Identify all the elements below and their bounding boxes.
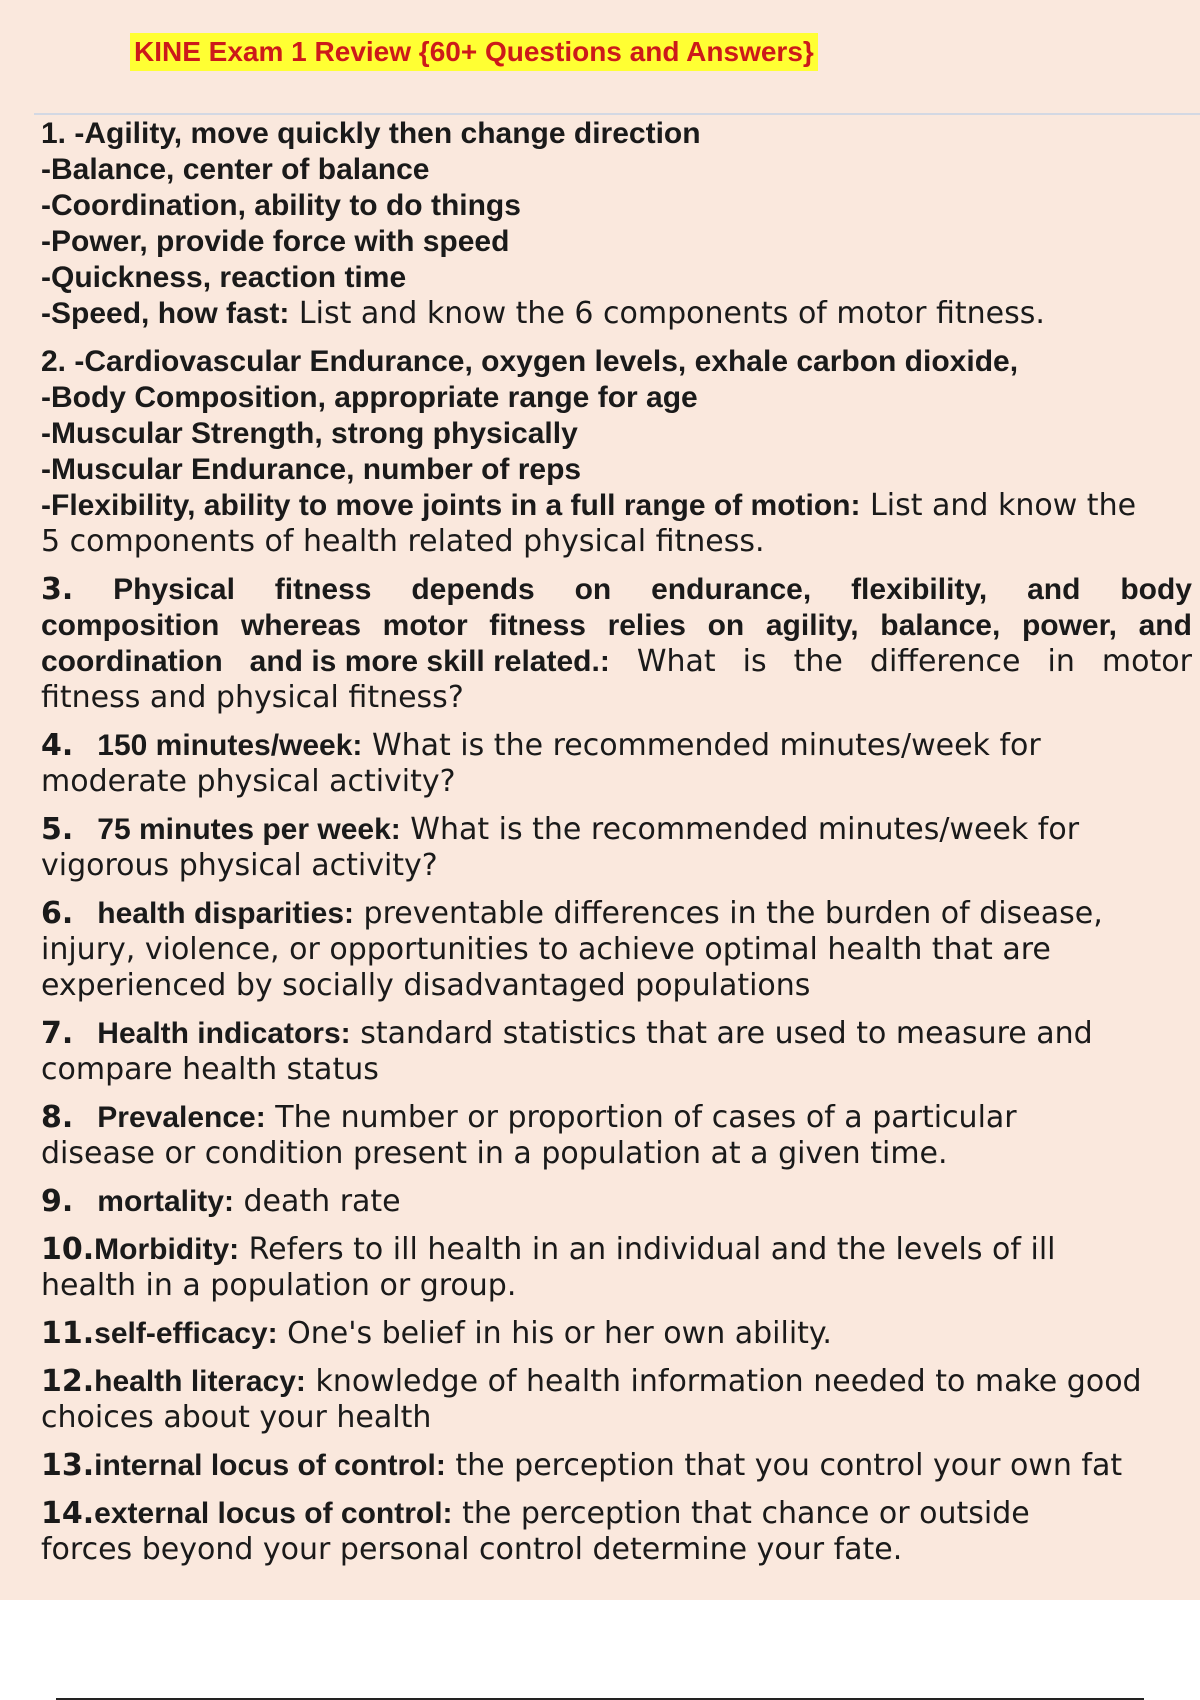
question-term: external locus of control: [94, 1497, 453, 1530]
question-line [41, 1232, 1200, 1268]
question-answer-continued: injury, violence, or opportunities to achieve optimal health that are [41, 932, 1051, 967]
question-answer-continued: moderate physical activity? [41, 764, 456, 799]
question-line [41, 1184, 1200, 1220]
question-answer: standard statistics that are used to measure and [350, 1016, 1093, 1051]
term-word: balance, [880, 609, 1001, 642]
question-term-line: -Muscular Strength, strong physically [41, 417, 578, 450]
justified-line-3 [41, 644, 1192, 680]
answer-word: What [636, 644, 716, 679]
question-term: health literacy: [94, 1365, 306, 1398]
question-answer: death rate [233, 1184, 401, 1219]
qa-item-10 [41, 1232, 1200, 1304]
item-number: 10. [41, 1232, 95, 1267]
question-answer: List and know the 6 components of motor fitness. [289, 296, 1045, 331]
question-line [41, 896, 1200, 932]
qa-item-3 [41, 572, 1192, 716]
question-term: -Speed, how fast: [41, 297, 290, 330]
question-answer: What is the recommended minutes/week for [362, 728, 1041, 763]
term-word: and [1138, 609, 1192, 642]
question-term-line: -Body Composition, appropriate range for age [41, 381, 698, 414]
question-term: -Flexibility, ability to move joints in a full range of motion: [41, 489, 861, 522]
item-number: 14. [41, 1496, 95, 1531]
item-number: 13. [41, 1448, 95, 1483]
question-answer-continued: health in a population or group. [41, 1268, 517, 1303]
justified-line-1 [41, 572, 1192, 608]
question-term-line: -Muscular Endurance, number of reps [41, 453, 582, 486]
term-word: fitness [274, 573, 372, 606]
item-number: 4. [41, 728, 74, 763]
term-word: endurance, [651, 573, 812, 606]
question-answer: the perception that you control your own fat [445, 1448, 1123, 1483]
question-final-line [41, 296, 1200, 332]
question-term-line: 2. -Cardiovascular Endurance, oxygen levels, exhale carbon dioxide, [41, 345, 1019, 378]
question-term-line: -Coordination, ability to do things [41, 189, 521, 222]
term-word: composition [41, 609, 220, 642]
item-number: 6. [41, 896, 74, 931]
question-line [41, 1316, 1200, 1352]
item-number: 11. [41, 1316, 95, 1351]
qa-item-9 [41, 1184, 1200, 1220]
term-word: and is more skill related.: [249, 645, 610, 678]
question-term: 150 minutes/week: [97, 729, 363, 762]
qa-item-5 [41, 812, 1200, 884]
question-term: Prevalence: [97, 1101, 266, 1134]
term-word: flexibility, [851, 573, 988, 606]
item-number: 3. [41, 572, 74, 607]
question-term: Health indicators: [97, 1017, 351, 1050]
question-answer-continued: vigorous physical activity? [41, 848, 438, 883]
term-word: body [1120, 573, 1192, 606]
term-word: motor [382, 609, 468, 642]
question-term: 75 minutes per week: [97, 813, 401, 846]
question-answer-continued: experienced by socially disadvantaged populations [41, 968, 811, 1003]
question-term-line: -Balance, center of balance [41, 153, 430, 186]
question-term-line: -Quickness, reaction time [41, 261, 407, 294]
term-word: depends [411, 573, 535, 606]
term-word: and [1027, 573, 1081, 606]
question-line [41, 728, 1200, 764]
qa-item-13 [41, 1448, 1200, 1484]
document-title: KINE Exam 1 Review {60+ Questions and Answers} [130, 33, 818, 71]
item-number: 5. [41, 812, 74, 847]
question-answer: knowledge of health information needed to make good [305, 1364, 1142, 1399]
qa-item-11 [41, 1316, 1200, 1352]
question-answer-continued: compare health status [41, 1052, 379, 1087]
question-answer: preventable differences in the burden of disease, [354, 896, 1103, 931]
answer-word: motor [1101, 644, 1192, 679]
question-line [41, 1016, 1200, 1052]
term-word: on [707, 609, 745, 642]
term-word: fitness [489, 609, 586, 642]
qa-item-1 [41, 116, 1200, 332]
answer-word: in [1047, 644, 1075, 679]
question-term: health disparities: [97, 897, 355, 930]
question-final-line [41, 488, 1200, 524]
question-term: self-efficacy: [94, 1317, 278, 1350]
justified-line-2 [41, 608, 1192, 644]
question-answer: List and know the [860, 488, 1137, 523]
qa-item-7 [41, 1016, 1200, 1088]
question-line [41, 812, 1200, 848]
title-divider [34, 113, 1200, 115]
question-term-line: -Power, provide force with speed [41, 225, 510, 258]
question-answer-continued: fitness and physical fitness? [41, 680, 464, 715]
qa-item-4 [41, 728, 1200, 800]
qa-item-6 [41, 896, 1200, 1004]
qa-item-12 [41, 1364, 1200, 1436]
question-term: internal locus of control: [94, 1449, 446, 1482]
qa-item-14 [41, 1496, 1200, 1568]
question-answer-continued: 5 components of health related physical fitness. [41, 524, 765, 559]
question-answer: the perception that chance or outside [452, 1496, 1030, 1531]
term-word: relies [607, 609, 686, 642]
item-number: 9. [41, 1184, 74, 1219]
term-word: coordination [41, 645, 223, 678]
question-line [41, 1100, 1200, 1136]
question-answer-continued: forces beyond your personal control determine your fate. [41, 1532, 903, 1567]
item-number: 12. [41, 1364, 95, 1399]
question-line [41, 1364, 1200, 1400]
question-answer-continued: choices about your health [41, 1400, 432, 1435]
question-answer: The number or proportion of cases of a particular [265, 1100, 1017, 1135]
question-answer-continued: disease or condition present in a population at a given time. [41, 1136, 948, 1171]
item-number: 8. [41, 1100, 74, 1135]
term-word: Physical [113, 573, 235, 606]
term-word: agility, [765, 609, 859, 642]
question-answer: What is the recommended minutes/week for [400, 812, 1080, 847]
qa-item-8 [41, 1100, 1200, 1172]
qa-item-2 [41, 344, 1200, 560]
term-word: power, [1021, 609, 1117, 642]
answer-word: the [793, 644, 843, 679]
question-line [41, 1448, 1200, 1484]
question-term: Morbidity: [94, 1233, 240, 1266]
question-term: mortality: [97, 1185, 234, 1218]
term-word: on [574, 573, 612, 606]
question-answer: One's belief in his or her own ability. [277, 1316, 832, 1351]
question-line [41, 1496, 1200, 1532]
item-number: 7. [41, 1016, 74, 1051]
qa-list [41, 116, 1200, 1580]
question-term-line: 1. -Agility, move quickly then change direction [41, 117, 701, 150]
answer-word: difference [869, 644, 1021, 679]
question-answer: Refers to ill health in an individual and the levels of ill [239, 1232, 1056, 1267]
term-word: whereas [240, 609, 362, 642]
answer-word: is [742, 644, 767, 679]
